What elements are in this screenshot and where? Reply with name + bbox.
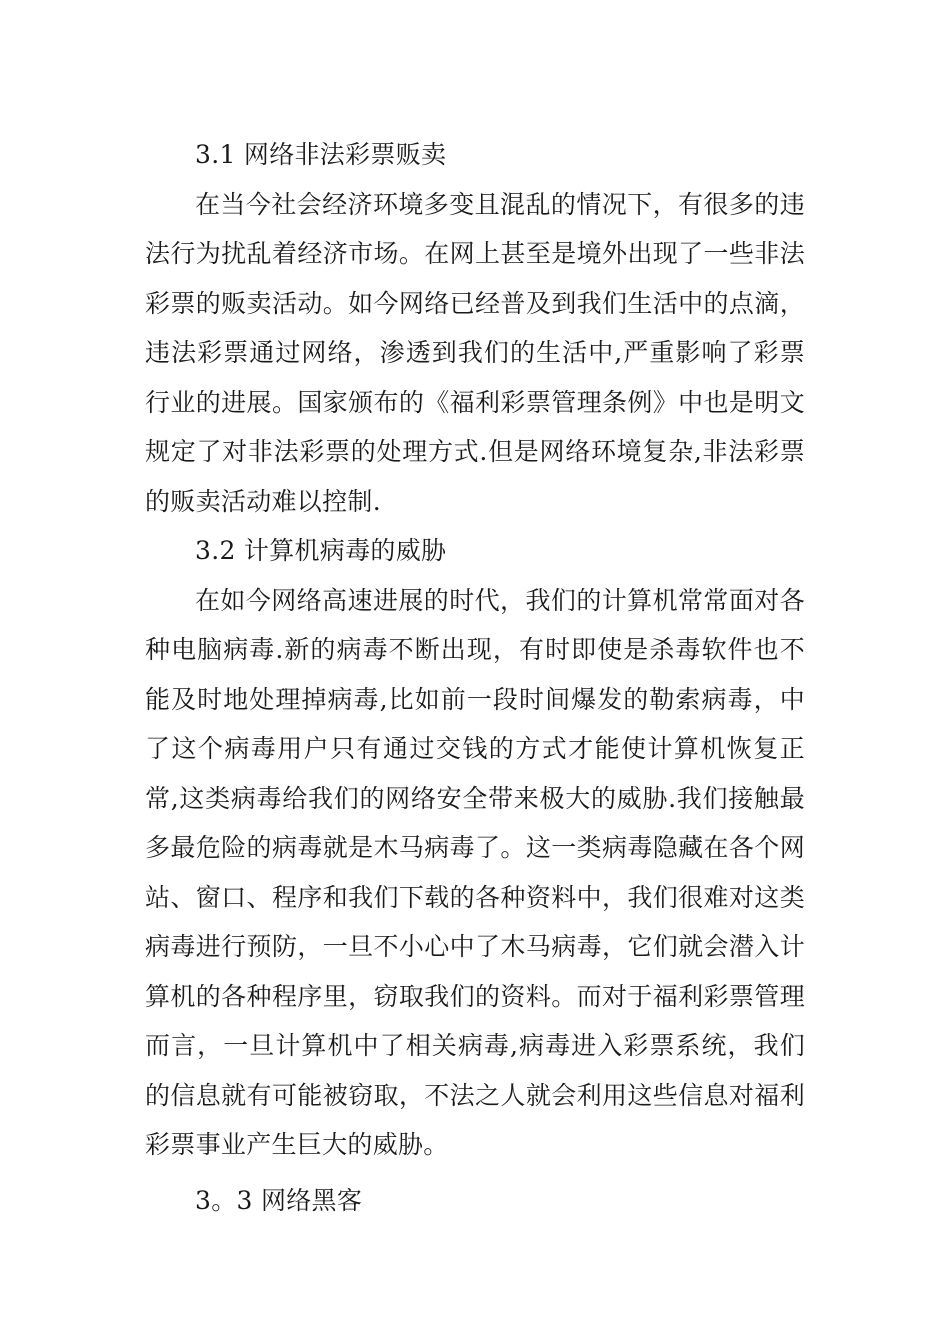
- section-heading-3-3: 3。3 网络黑客: [195, 1185, 363, 1215]
- section-paragraph-3-1: 在当今社会经济环境多变且混乱的情况下，有很多的违法行为扰乱着经济市场。在网上甚至是境外出现了一些非法彩票的贩卖活动。如今网络已经普及到我们生活中的点滴，违法彩票通过网络，渗透到我们的生活中,严重影响了彩票行业的进展。国家颁布的《福利彩票管理条例》中也是明文规定了对非法彩票的处理方式.但是网络环境复杂,非法彩票的贩卖活动难以控制.: [145, 189, 805, 516]
- section-heading-3-2: 3.2 计算机病毒的威胁: [195, 536, 447, 565]
- section-paragraph-3-2: 在如今网络高速进展的时代，我们的计算机常常面对各种电脑病毒.新的病毒不断出现，有时即使是杀毒软件也不能及时地处理掉病毒,比如前一段时间爆发的勒索病毒，中了这个病毒用户只有通过交钱的方式才能使计算机恢复正常,这类病毒给我们的网络安全带来极大的威胁.我们接触最多最危险的病毒就是木马病毒了。这一类病毒隐藏在各个网站、窗口、程序和我们下载的各种资料中，我们很难对这类病毒进行预防，一旦不小心中了木马病毒，它们就会潜入计算机的各种程序里，窃取我们的资料。而对于福利彩票管理而言，一旦计算机中了相关病毒,病毒进入彩票系统，我们的信息就有可能被窃取，不法之人就会利用这些信息对福利彩票事业产生巨大的威胁。: [145, 585, 805, 1159]
- document-body: [145, 130, 805, 1225]
- section-heading-3-1: 3.1 网络非法彩票贩卖: [195, 140, 447, 169]
